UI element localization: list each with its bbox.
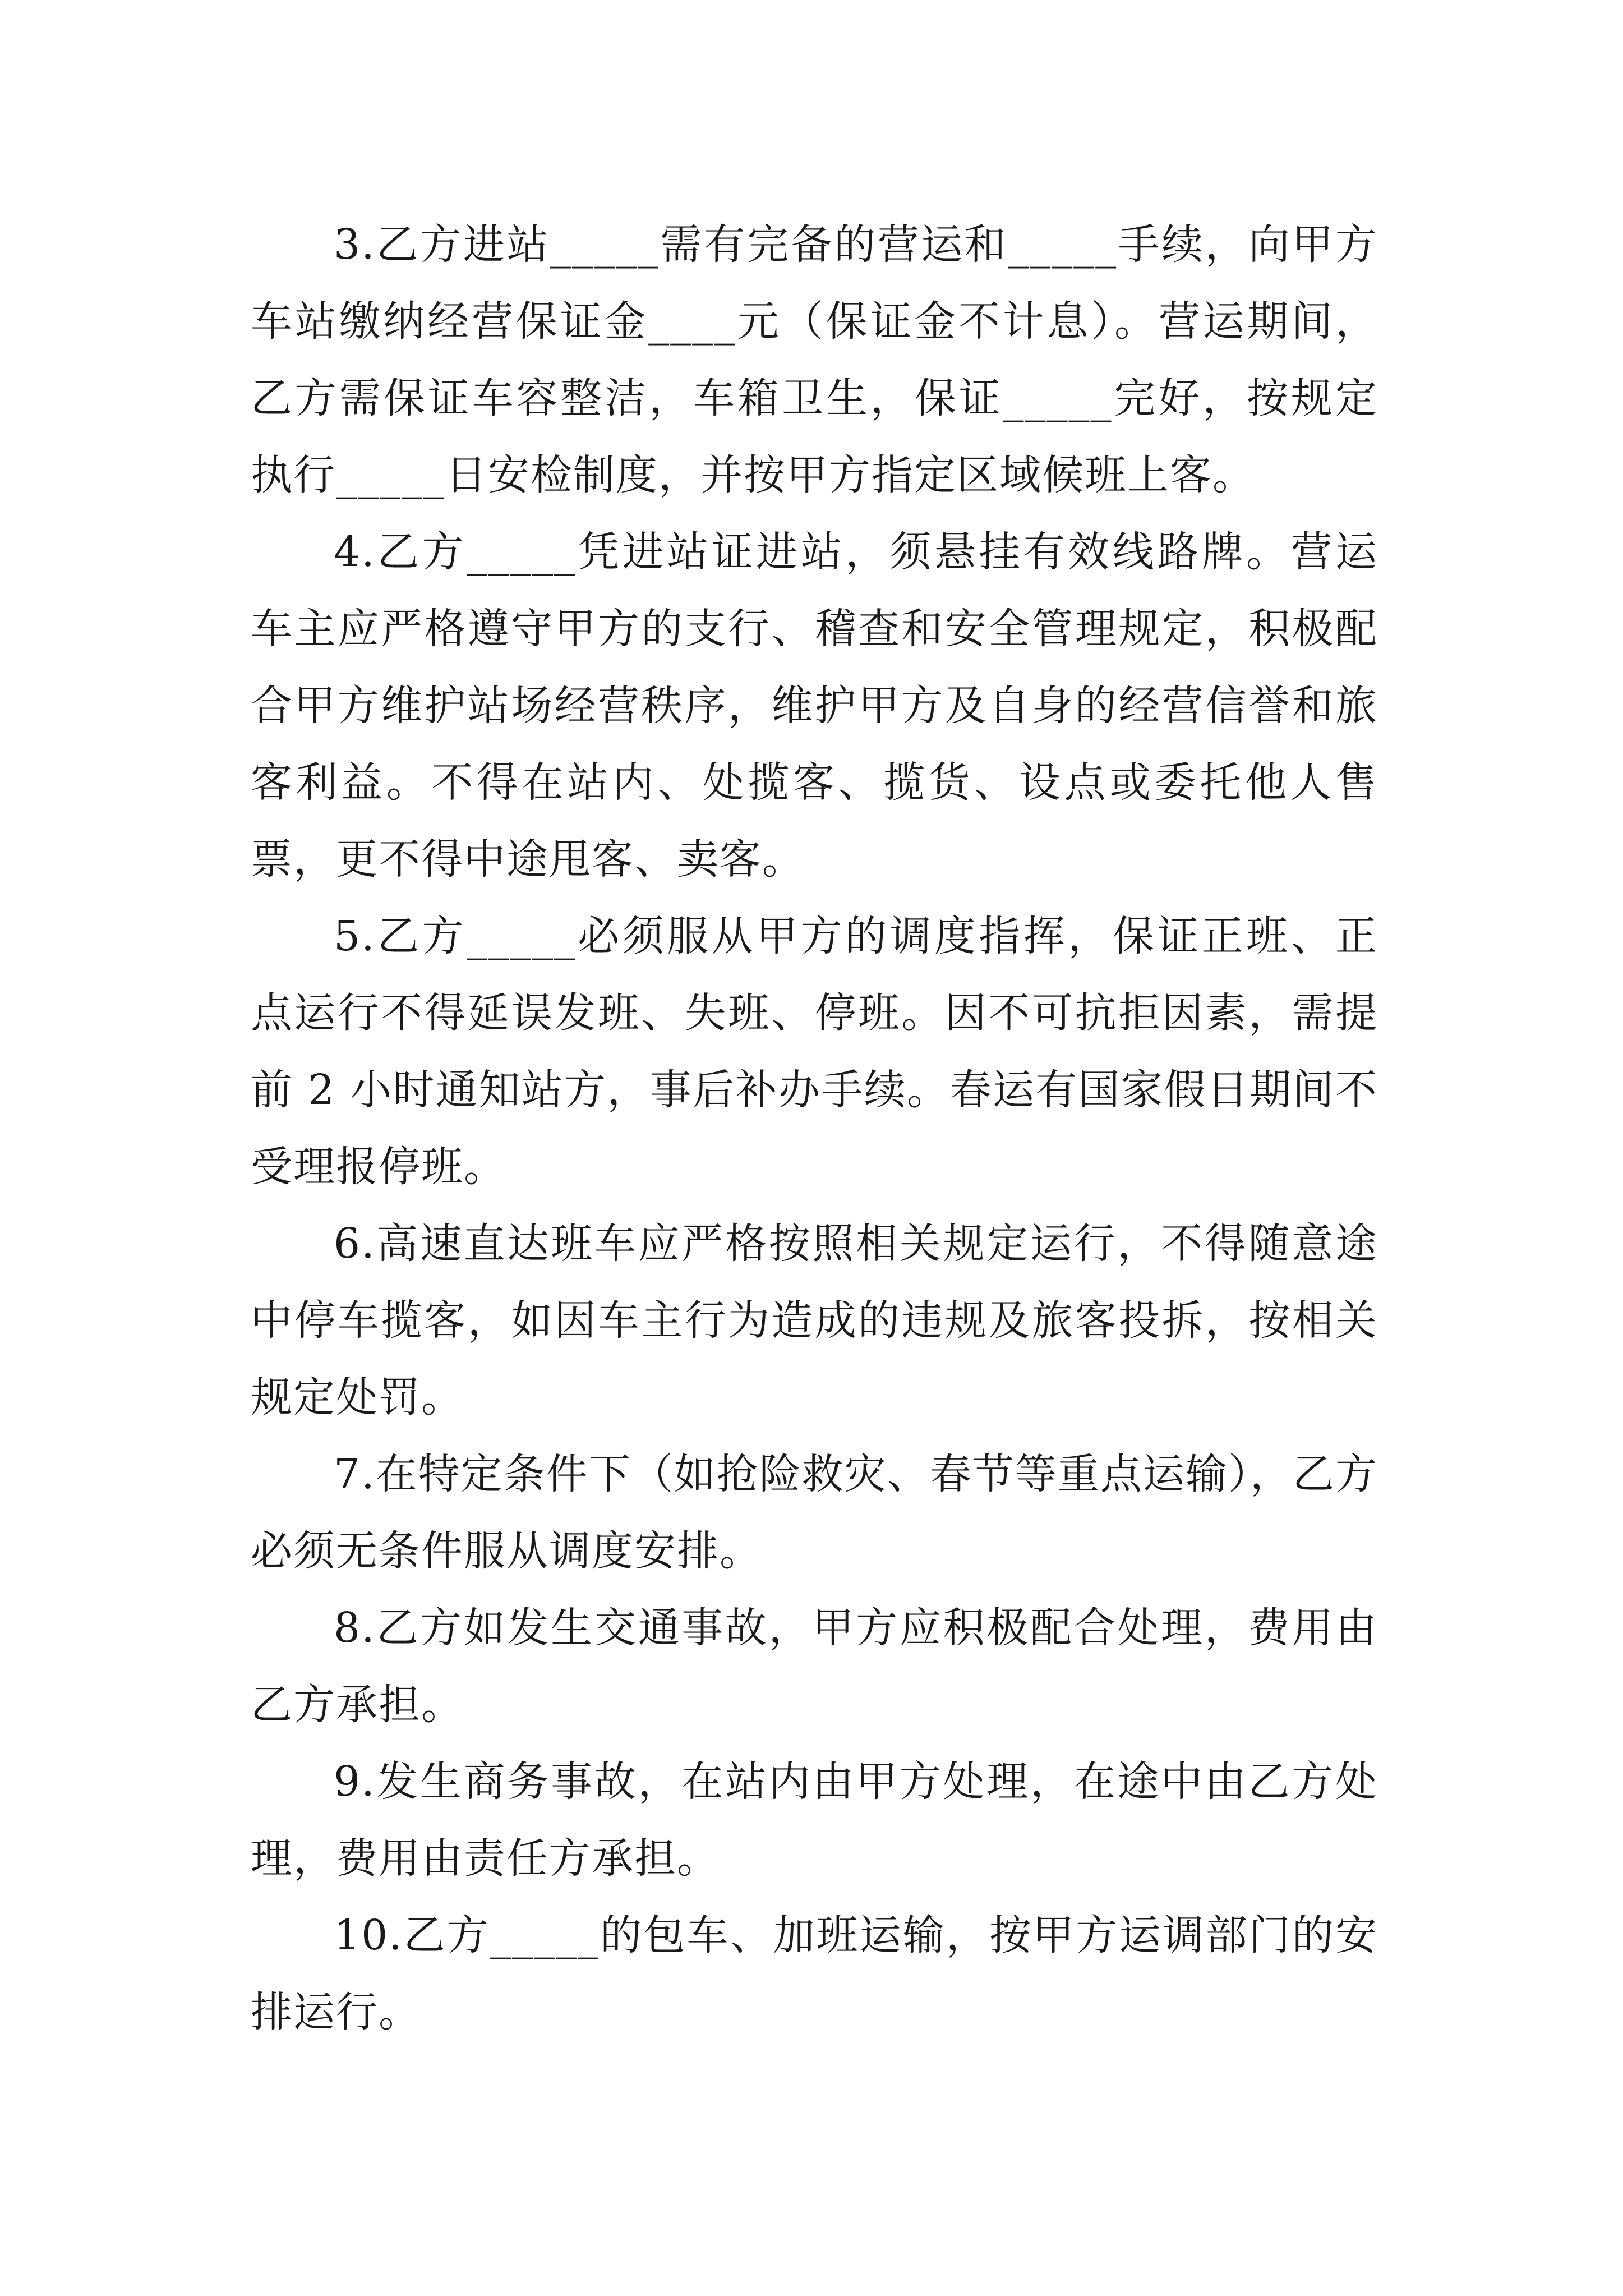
contract-body — [251, 206, 1378, 2051]
clause-8: 8.乙方如发生交通事故，甲方应积极配合处理，费用由乙方承担。 — [251, 1604, 1378, 1729]
clause-6: 6.高速直达班车应严格按照相关规定运行，不得随意途中停车揽客，如因车主行为造成的违规及旅客投拆，按相关规定处罚。 — [251, 1220, 1378, 1421]
clause-9: 9.发生商务事故，在站内由甲方处理，在途中由乙方处理，费用由责任方承担。 — [251, 1757, 1378, 1883]
clause-5: 5.乙方_____必须服从甲方的调度指挥，保证正班、正点运行不得延误发班、失班、停班。因不可抗拒因素，需提前 2 小时通知站方，事后补办手续。春运有国家假日期间不受理报停班。 — [251, 912, 1378, 1191]
clause-10: 10.乙方_____的包车、加班运输，按甲方运调部门的安排运行。 — [251, 1911, 1378, 2036]
clause-7: 7.在特定条件下（如抢险救灾、春节等重点运输），乙方必须无条件服从调度安排。 — [251, 1450, 1378, 1575]
clause-4: 4.乙方_____凭进站证进站，须悬挂有效线路牌。营运车主应严格遵守甲方的支行、稽查和安全管理规定，积极配合甲方维护站场经营秩序，维护甲方及自身的经营信誉和旅客利益。不得在站内、处揽客、揽货、设点或委托他人售票，更不得中途甩客、卖客。 — [251, 528, 1378, 884]
clause-3: 3.乙方进站_____需有完备的营运和_____手续，向甲方车站缴纳经营保证金____元（保证金不计息）。营运期间，乙方需保证车容整洁，车箱卫生，保证_____完好，按规定执行_____日安检制度，并按甲方指定区域候班上客。 — [251, 220, 1378, 499]
